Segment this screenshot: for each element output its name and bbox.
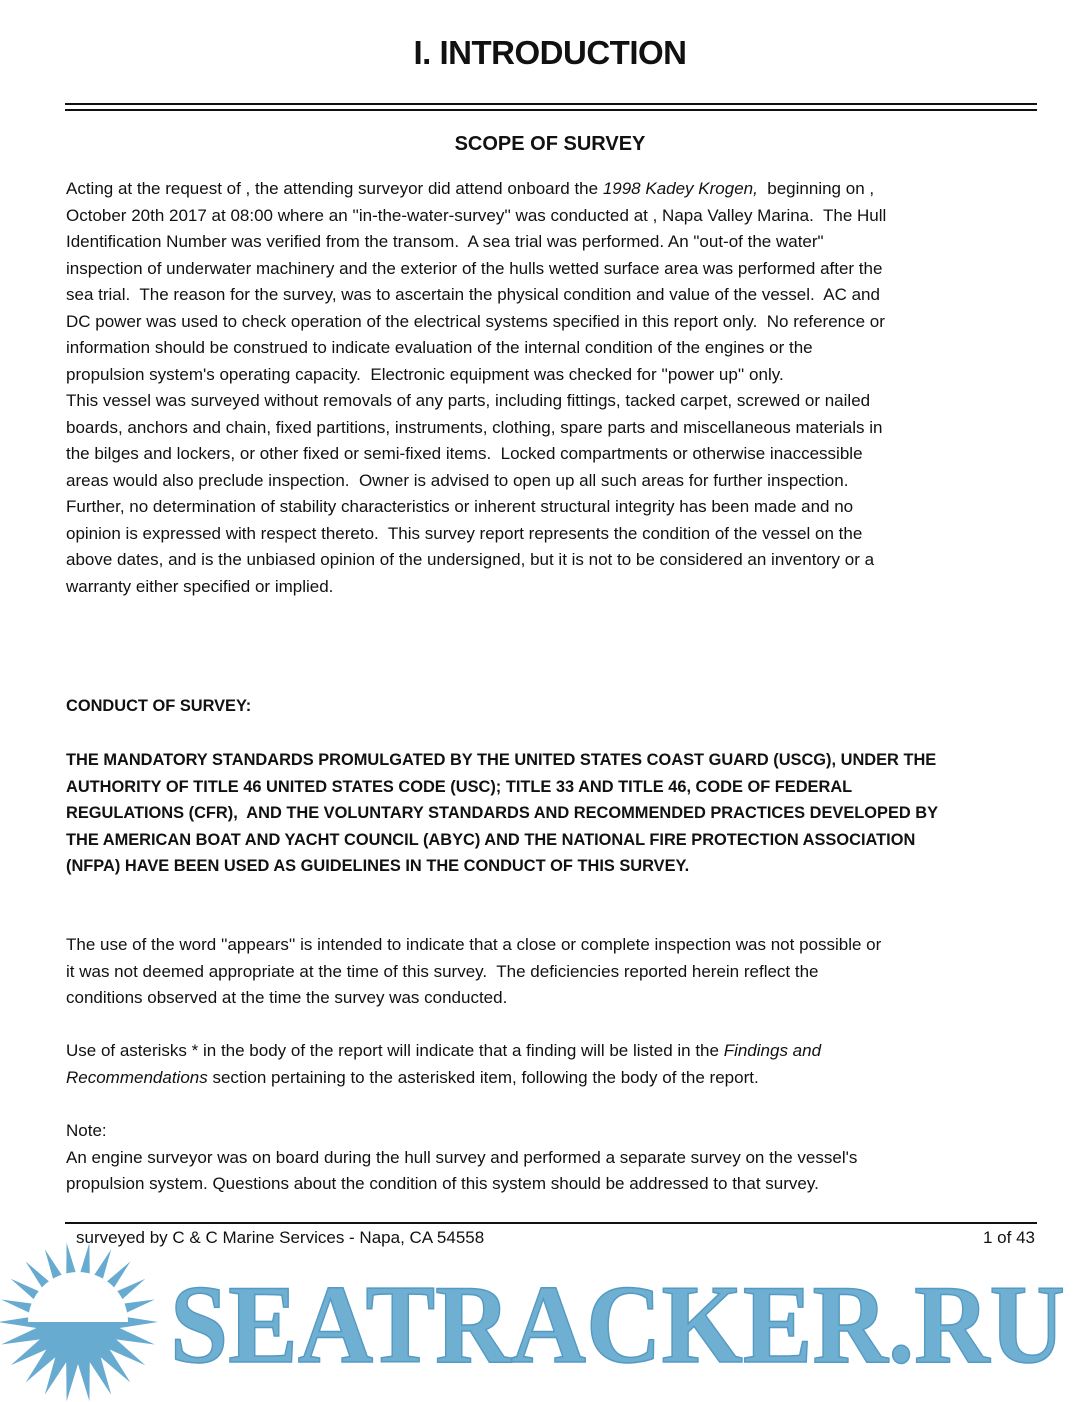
text-segment: it was not deemed appropriate at the time of this survey. The deficiencies reported herein reflect the xyxy=(66,961,819,981)
text-line xyxy=(66,1118,857,1145)
text-line xyxy=(66,1065,821,1092)
text-segment: the bilges and lockers, or other fixed or semi-fixed items. Locked compartments or otherwise inaccessible xyxy=(66,444,863,463)
text-segment: The use of the word ''appears'' is intended to indicate that a close or complete inspection was not possible or xyxy=(66,935,882,954)
title-rule-top xyxy=(65,103,1037,105)
text-line xyxy=(66,468,886,495)
text-segment: information should be construed to indicate evaluation of the internal condition of the engines or the xyxy=(66,338,813,357)
text-line xyxy=(66,494,886,521)
note-paragraph xyxy=(66,1118,857,1198)
text-line xyxy=(66,282,886,309)
italic-text: Recommendations xyxy=(66,1067,208,1087)
text-segment: Identification Number was verified from the transom. A sea trial was performed. An "out-of the water" xyxy=(66,232,824,251)
text-line xyxy=(66,747,938,774)
text-segment: boards, anchors and chain, fixed partitions, instruments, clothing, spare parts and miscellaneous materials in xyxy=(66,417,883,437)
text-segment: An engine surveyor was on board during the hull survey and performed a separate survey on the vessel's xyxy=(66,1147,858,1167)
text-line xyxy=(66,176,886,203)
text-line xyxy=(66,985,881,1012)
text-line xyxy=(66,229,886,256)
title-rule-bottom xyxy=(65,109,1037,111)
text-line xyxy=(66,388,886,415)
sunburst-icon xyxy=(0,1243,158,1401)
text-segment: beginning on , xyxy=(757,179,875,198)
text-segment: inspection of underwater machinery and the exterior of the hulls wetted surface area was performed after the xyxy=(66,258,883,278)
conduct-heading: CONDUCT OF SURVEY: xyxy=(66,697,252,715)
scope-heading: SCOPE OF SURVEY xyxy=(454,133,646,155)
text-segment: Further, no determination of stability characteristics or inherent structural integrity has been made and no xyxy=(66,497,854,516)
text-line xyxy=(66,441,886,468)
text-line xyxy=(66,256,886,283)
text-line xyxy=(66,959,881,986)
text-segment: propulsion system's operating capacity. Electronic equipment was checked for ''power up'' only. xyxy=(66,364,784,384)
text-line xyxy=(66,1038,821,1065)
text-segment: warranty either specified or implied. xyxy=(66,576,334,596)
text-segment: October 20th 2017 at 08:00 where an ''in-the-water-survey'' was conducted at , Napa Valley Marina. The Hull xyxy=(66,205,887,225)
text-line xyxy=(66,827,938,854)
text-segment: section pertaining to the asterisked item, following the body of the report. xyxy=(207,1067,759,1087)
text-line xyxy=(66,309,886,336)
footer-company: surveyed by C & C Marine Services - Napa, CA 54558 xyxy=(76,1228,485,1247)
standards-paragraph xyxy=(66,747,938,880)
text-line xyxy=(66,800,938,827)
appears-paragraph xyxy=(66,932,881,1012)
text-segment: Acting at the request of , the attending surveyor did attend onboard the xyxy=(66,179,603,198)
text-line xyxy=(66,1171,857,1198)
text-segment: sea trial. The reason for the survey, was to ascertain the physical condition and value of the vessel. AC and xyxy=(66,285,880,304)
text-segment: AUTHORITY OF TITLE 46 UNITED STATES CODE (USC); TITLE 33 AND TITLE 46, CODE OF FEDERAL xyxy=(66,777,853,796)
page-number: 1 of 43 xyxy=(983,1228,1035,1247)
text-segment: opinion is expressed with respect thereto. This survey report represents the condition of the vessel on the xyxy=(66,523,863,543)
seatracker-watermark xyxy=(0,1240,1080,1402)
text-line xyxy=(66,774,938,801)
text-segment: areas would also preclude inspection. Owner is advised to open up all such areas for further inspection. xyxy=(66,470,849,490)
text-segment: (NFPA) HAVE BEEN USED AS GUIDELINES IN THE CONDUCT OF THIS SURVEY. xyxy=(66,857,690,875)
text-line xyxy=(66,932,881,959)
footer-rule xyxy=(65,1222,1037,1224)
text-line xyxy=(66,547,886,574)
text-segment: THE AMERICAN BOAT AND YACHT COUNCIL (ABYC) AND THE NATIONAL FIRE PROTECTION ASSOCIATION xyxy=(66,830,916,849)
text-line xyxy=(66,574,886,601)
text-line xyxy=(66,853,938,880)
text-line xyxy=(66,521,886,548)
text-line xyxy=(66,362,886,389)
text-segment: This vessel was surveyed without removals of any parts, including fittings, tacked carpet, screwed or nailed xyxy=(66,391,871,410)
text-segment: Use of asterisks * in the body of the report will indicate that a finding will be listed in the xyxy=(66,1041,724,1060)
text-segment: DC power was used to check operation of the electrical systems specified in this report only. No reference or xyxy=(66,311,885,331)
text-segment: conditions observed at the time the survey was conducted. xyxy=(66,988,508,1007)
asterisk-paragraph xyxy=(66,1038,821,1091)
text-line xyxy=(66,1145,857,1172)
watermark-text: SEATRACKER.RU xyxy=(170,1263,1065,1387)
italic-text: 1998 Kadey Krogen, xyxy=(602,179,758,198)
text-segment: THE MANDATORY STANDARDS PROMULGATED BY THE UNITED STATES COAST GUARD (USCG), UNDER THE xyxy=(66,751,937,769)
text-segment: propulsion system. Questions about the condition of this system should be addressed to that survey. xyxy=(66,1174,819,1193)
text-segment: REGULATIONS (CFR), AND THE VOLUNTARY STANDARDS AND RECOMMENDED PRACTICES DEVELOPED BY xyxy=(66,804,939,822)
text-line xyxy=(66,335,886,362)
text-segment: Note: xyxy=(66,1121,107,1140)
page-title: I. INTRODUCTION xyxy=(413,34,687,71)
italic-text: Findings and xyxy=(723,1041,822,1060)
text-line xyxy=(66,415,886,442)
text-segment: above dates, and is the unbiased opinion of the undersigned, but it is not to be considered an inventory or a xyxy=(66,550,875,569)
text-line xyxy=(66,203,886,230)
scope-paragraph xyxy=(66,176,886,600)
